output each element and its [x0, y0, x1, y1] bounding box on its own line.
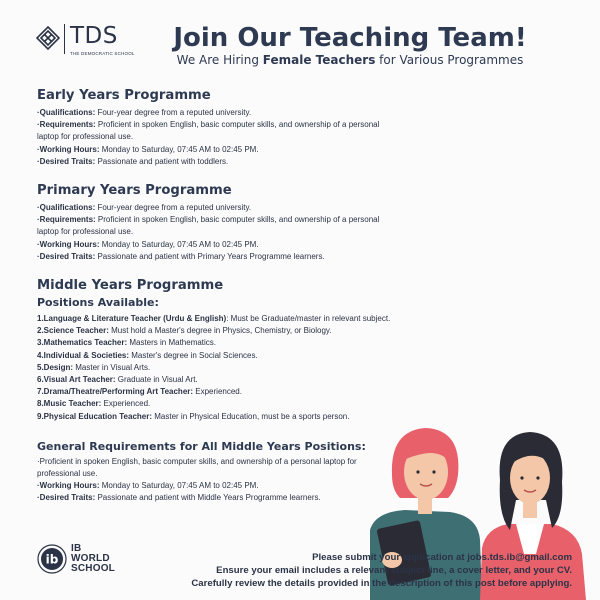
middle-working-hours: ·Working Hours: Monday to Saturday, 07:45 AM to 02:45 PM. [37, 481, 259, 491]
list-item: 8.Music Teacher: Experienced. [37, 399, 151, 409]
subtitle-pre: We Are Hiring [176, 53, 263, 67]
early-qualifications: ·Qualifications: Four-year degree from a reputed university. [37, 108, 252, 117]
logo-subtitle: THE DEMOCRATIC SCHOOL [70, 51, 135, 56]
diamond-knot-icon [36, 26, 60, 50]
list-item: 2.Science Teacher: Must hold a Master's degree in Physics, Chemistry, or Biology. [37, 326, 332, 336]
ib-line-1: IB [71, 543, 82, 554]
middle-desired-traits: ·Desired Traits: Passionate and patient with Middle Years Programme learners. [37, 493, 321, 503]
primary-requirements-cont: laptop for professional use. [37, 227, 134, 237]
general-line-2: professional use. [37, 469, 98, 479]
primary-working-hours: ·Working Hours: Monday to Saturday, 07:45 AM to 02:45 PM. [37, 239, 259, 249]
logo-divider [64, 24, 65, 54]
primary-qualifications: ·Qualifications: Four-year degree from a reputed university. [37, 203, 252, 213]
ib-letter: ib [45, 552, 59, 567]
primary-requirements: ·Requirements: Proficient in spoken English, basic computer skills, and ownership of a personal [37, 215, 380, 225]
list-item: 6.Visual Art Teacher: Graduate in Visual Art. [37, 375, 198, 385]
primary-years-body [37, 202, 407, 263]
early-years-body [37, 107, 407, 168]
application-instructions [142, 551, 572, 590]
early-years-title: Early Years Programme [37, 88, 211, 103]
early-desired-traits: ·Desired Traits: Passionate and patient with toddlers. [37, 156, 229, 166]
ib-world-school-logo [37, 544, 115, 574]
list-item: 1.Language & Literature Teacher (Urdu & English): Must be Graduate/master in relevant subject. [37, 314, 391, 324]
early-working-hours: ·Working Hours: Monday to Saturday, 07:45 AM to 02:45 PM. [37, 144, 259, 154]
footer-line-3: Carefully review the details provided in the description of this post before applying. [191, 578, 572, 589]
page-title: Join Our Teaching Team! [173, 23, 527, 53]
ib-line-2: WORLD [71, 553, 110, 564]
positions-list [37, 313, 407, 423]
ib-text [71, 544, 115, 574]
early-requirements-cont: laptop for professional use. [37, 132, 134, 142]
middle-years-title: Middle Years Programme [37, 278, 224, 294]
subtitle-post: for Various Programmes [375, 53, 524, 67]
subtitle-bold: Female Teachers [262, 53, 376, 67]
general-requirements-title: General Requirements for All Middle Years Positions: [37, 439, 366, 453]
ib-globe-icon [37, 544, 67, 574]
general-line-1: ·Proficient in spoken English, basic computer skills, and ownership of a personal laptop for [37, 456, 357, 466]
positions-title: Positions Available: [37, 296, 159, 310]
early-requirements: ·Requirements: Proficient in spoken English, basic computer skills, and ownership of a personal [37, 120, 380, 130]
logo-name: TDS [70, 23, 118, 49]
ib-line-3: SCHOOL [71, 563, 115, 574]
list-item: 4.Individual & Societies: Master's degree in Social Sciences. [37, 350, 258, 360]
footer-line-2: Ensure your email includes a relevant subject line, a cover letter, and your CV. [216, 565, 572, 576]
school-logo [36, 24, 135, 56]
page-subtitle [150, 52, 550, 68]
footer-line-1: Please submit your application at jobs.tds.ib@gmail.com [312, 552, 572, 563]
list-item: 9.Physical Education Teacher: Master in Physical Education, must be a sports person. [37, 411, 350, 421]
primary-desired-traits: ·Desired Traits: Passionate and patient with Primary Years Programme learners. [37, 251, 325, 261]
list-item: 3.Mathematics Teacher: Masters in Mathematics. [37, 338, 217, 348]
list-item: 5.Design: Master in Visual Arts. [37, 362, 151, 372]
list-item: 7.Drama/Theatre/Performing Art Teacher: Experienced. [37, 387, 242, 397]
primary-years-title: Primary Years Programme [37, 183, 232, 199]
